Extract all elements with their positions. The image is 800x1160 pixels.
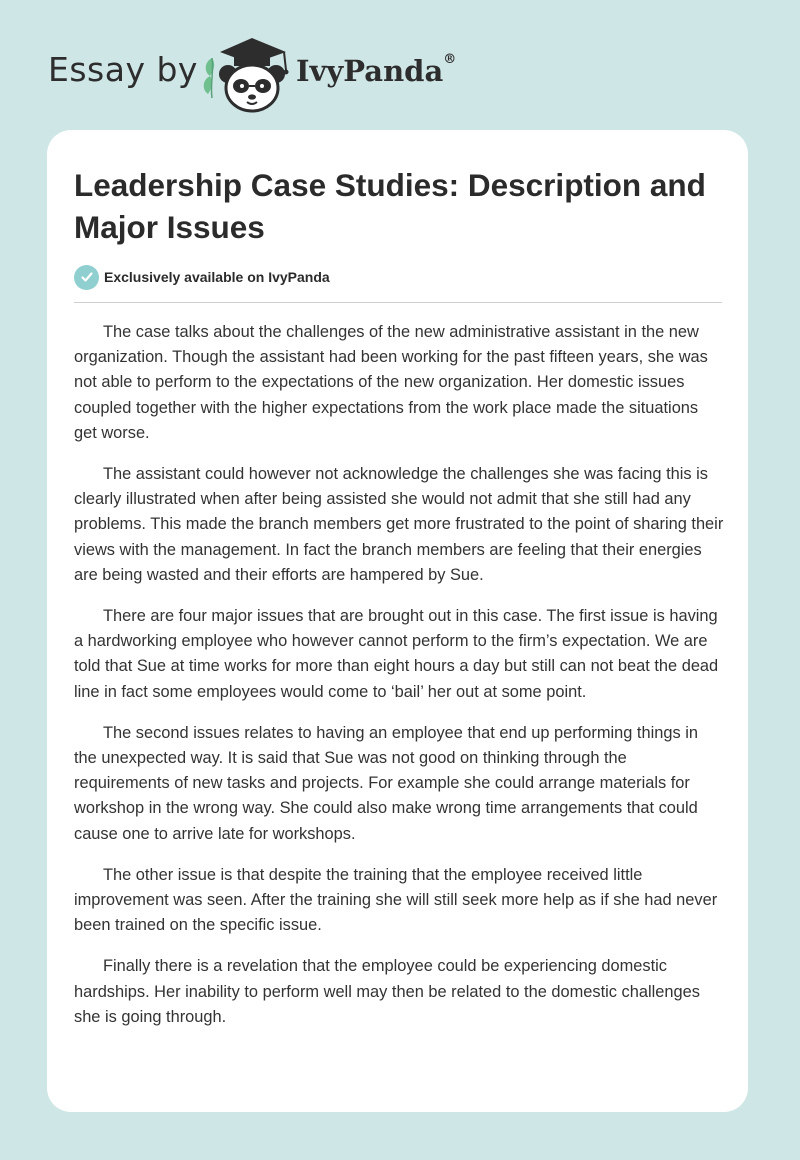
trademark-symbol: ®: [443, 52, 457, 67]
paragraph: Finally there is a revelation that the employee could be experiencing domestic hardships. Her inability to perform well may then be related to the domestic challenges she is going through.: [74, 957, 700, 1026]
article-title: Leadership Case Studies: Description and Major Issues: [74, 167, 706, 245]
essay-by-label: Essay by: [48, 50, 198, 89]
article-body: [74, 320, 724, 1046]
panda-graduate-icon: [200, 36, 300, 116]
paragraph: There are four major issues that are brought out in this case. The first issue is having a hardworking employee who however cannot perform to the firm’s expectation. We are told that Sue at time works for more than eight hours a day but still can not beat the dead line in fact some employees would come to ‘bail’ her out at some point.: [74, 607, 719, 701]
site-header: [0, 0, 800, 130]
paragraph: The case talks about the challenges of the new administrative assistant in the new organization. Though the assistant had been working for the past fifteen years, she was not able to perform to the expectations of the new organization. Her domestic issues coupled together with the higher expectations from the work place made the situations get worse.: [74, 323, 708, 442]
exclusive-badge-label: Exclusively available on IvyPanda: [104, 269, 330, 285]
title-divider: [74, 302, 722, 303]
ivypanda-logo[interactable]: [200, 36, 300, 116]
brand-text: IvyPanda: [296, 54, 444, 88]
exclusive-badge: [74, 264, 330, 290]
brand-name[interactable]: [296, 54, 456, 88]
paragraph: The assistant could however not acknowledge the challenges she was facing this is clearly illustrated when after being assisted she would not admit that she still had any problems. This made the branch members get more frustrated to the point of sharing their views with the management. In fact the branch members are feeling that their energies are being wasted and their efforts are hampered by Sue.: [74, 465, 724, 584]
article-card: [47, 130, 748, 1112]
paragraph: The second issues relates to having an employee that end up performing things in the unexpected way. It is said that Sue was not good on thinking through the requirements of new tasks and projects. For example she could arrange materials for workshop in the wrong way. She could also make wrong time arrangements that could cause one to arrive late for workshops.: [74, 723, 698, 843]
paragraph: The other issue is that despite the training that the employee received little improvement was seen. After the training she will still seek more help as if she had never been trained on the specific issue.: [74, 865, 718, 935]
checkmark-icon: [74, 265, 99, 290]
